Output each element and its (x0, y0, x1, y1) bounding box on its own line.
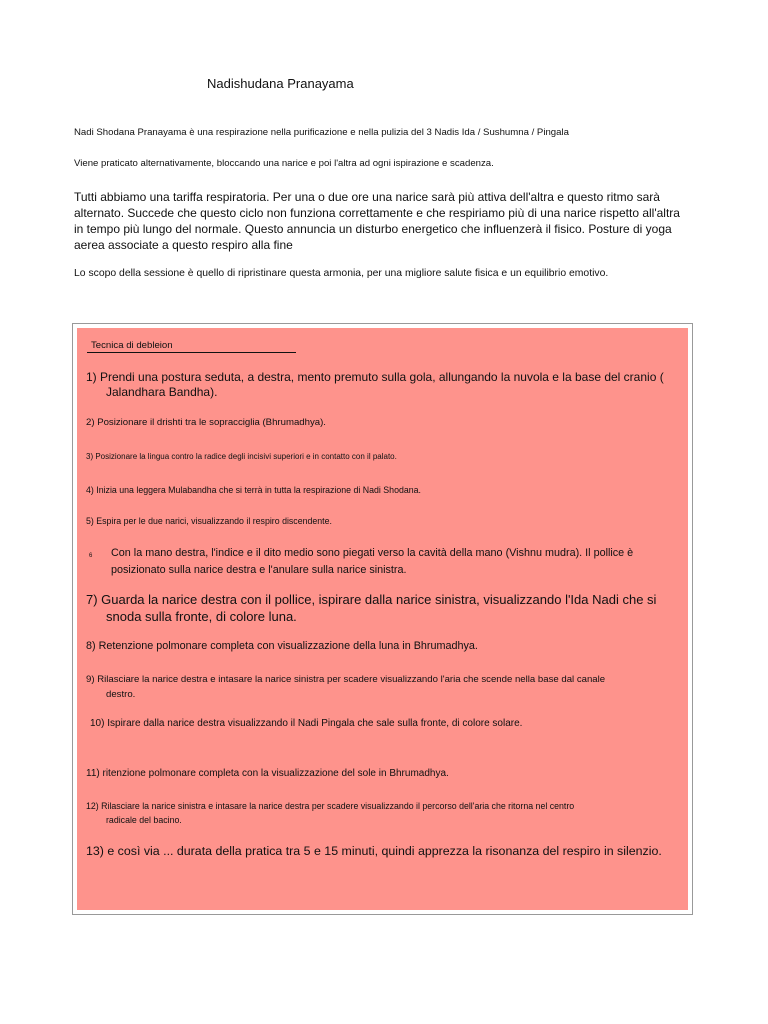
step-11: 11) ritenzione polmonare completa con la visualizzazione del sole in Bhrumadhya. (86, 768, 449, 779)
step-3: 3) Posizionare la lingua contro la radice degli incisivi superiori e in contatto con il palato. (86, 452, 397, 461)
step-13: 13) e così via ... durata della pratica tra 5 e 15 minuti, quindi apprezza la risonanza del respiro in silenzio. (86, 844, 662, 858)
step-12-line-2: radicale del bacino. (106, 815, 182, 825)
step-4: 4) Inizia una leggera Mulabandha che si terrà in tutta la respirazione di Nadi Shodana. (86, 485, 421, 495)
step-7-line-1: 7) Guarda la narice destra con il pollice, ispirare dalla narice sinistra, visualizzando l'Ida Nadi che si (86, 592, 657, 607)
step-1-line-1: 1) Prendi una postura seduta, a destra, mento premuto sulla gola, allungando la nuvola e la base del cranio ( (86, 370, 664, 384)
step-6 (86, 545, 686, 579)
step-7 (86, 591, 686, 625)
step-12 (86, 799, 686, 827)
technique-box (72, 323, 693, 915)
step-9 (86, 672, 686, 702)
step-9-line-1: 9) Rilasciare la narice destra e intasare la narice sinistra per scadere visualizzando l'aria che scende nella base dal canale (86, 674, 606, 685)
technique-box-fill (77, 328, 688, 910)
step-6-text: Con la mano destra, l'indice e il dito medio sono piegati verso la cavità della mano (Vishnu mudra). Il pollice è posizionato sulla narice destra e l'anulare sulla narice sinistra. (111, 547, 634, 576)
intro-paragraph-2: Viene praticato alternativamente, bloccando una narice e poi l'altra ad ogni ispirazione e scadenza. (74, 158, 494, 169)
intro-paragraph-4: Lo scopo della sessione è quello di ripristinare questa armonia, per una migliore salute fisica e un equilibrio emotivo. (74, 268, 609, 279)
step-1 (86, 370, 676, 400)
intro-paragraph-1: Nadi Shodana Pranayama è una respirazione nella purificazione e nella pulizia del 3 Nadis Ida / Sushumna / Pingala (74, 127, 569, 138)
step-8: 8) Retenzione polmonare completa con visualizzazione della luna in Bhrumadhya. (86, 640, 478, 652)
step-12-line-1: 12) Rilasciare la narice sinistra e intasare la narice destra per scadere visualizzando il percorso dell'aria che ritorna nel centro (86, 801, 575, 811)
technique-title: Tecnica di debleion (87, 340, 296, 353)
step-7-line-2: snoda sulla fronte, di colore luna. (106, 609, 297, 624)
step-6-number: 6 (89, 553, 93, 559)
page-title: Nadishudana Pranayama (207, 76, 354, 91)
step-9-line-2: destro. (106, 689, 136, 700)
intro-paragraph-3: Tutti abbiamo una tariffa respiratoria. Per una o due ore una narice sarà più attiva dell'altra e questo ritmo sarà alternato. Succede che questo ciclo non funziona correttamente e che respiriamo più di una narice rispetto all'altra in tempo più lungo del normale. Questo annuncia un disturbo energetico che influenzerà il fisico. Posture di yoga aerea associate a questo respiro alla fine (74, 190, 680, 252)
step-1-line-2: Jalandhara Bandha). (106, 385, 218, 399)
step-10: 10) Ispirare dalla narice destra visualizzando il Nadi Pingala che sale sulla fronte, di colore solare. (90, 718, 523, 729)
step-5: 5) Espira per le due narici, visualizzando il respiro discendente. (86, 516, 332, 526)
step-2: 2) Posizionare il drishti tra le sopracciglia (Bhrumadhya). (86, 417, 326, 428)
